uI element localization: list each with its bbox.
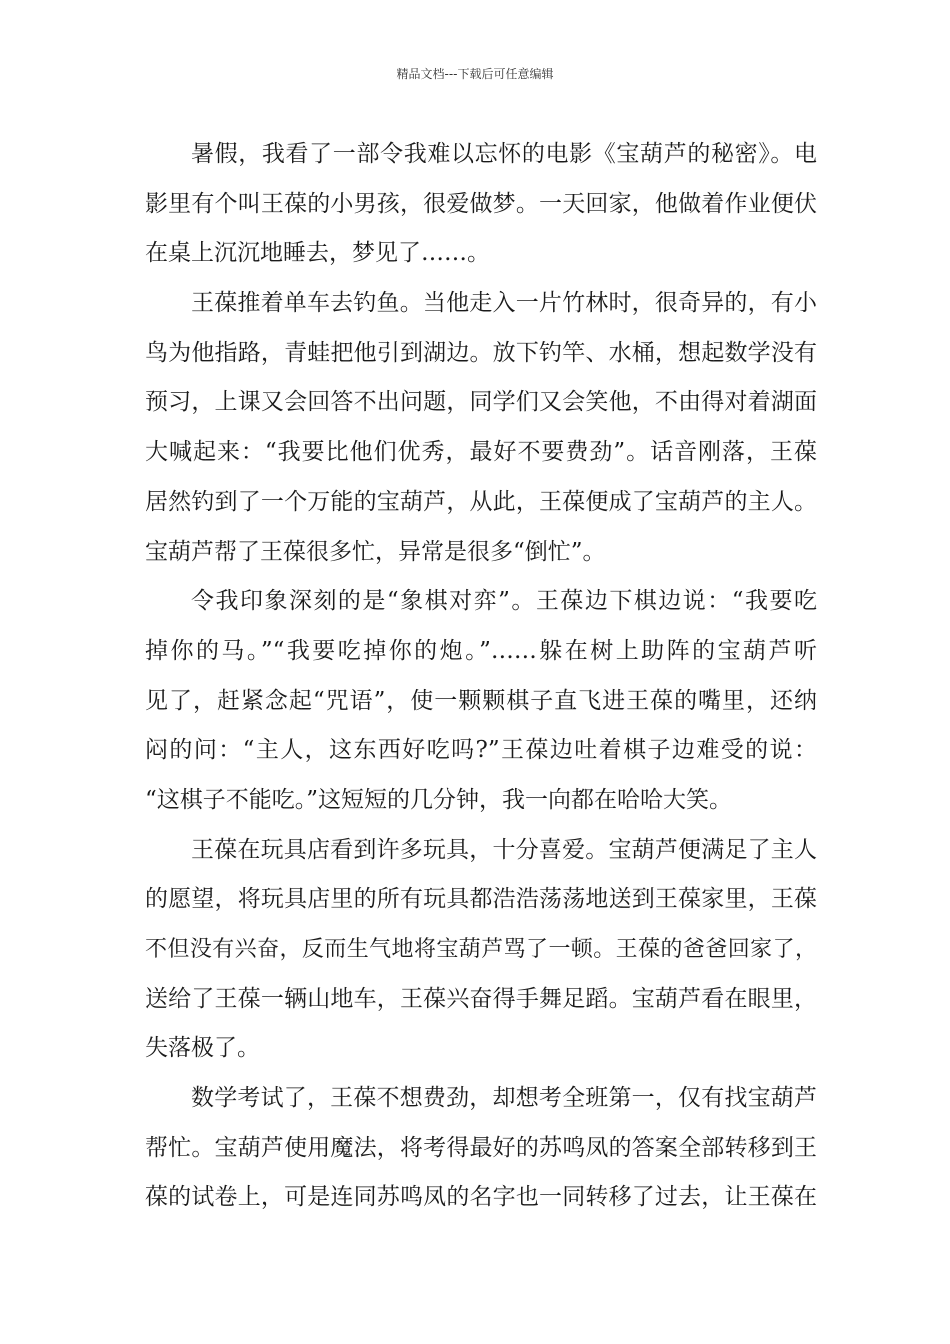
text-line: 在桌上沉沉地睡去，梦见了……。 [145,240,490,267]
text-line: 居然钓到了一个万能的宝葫芦，从此，王葆便成了宝葫芦的主人。 [145,488,817,515]
page-header: 精品文档---下载后可任意编辑 [396,67,554,81]
text-line: 的愿望，将玩具店里的所有玩具都浩浩荡荡地送到王葆家里，王葆 [145,886,817,913]
text-line: 送给了王葆一辆山地车，王葆兴奋得手舞足蹈。宝葫芦看在眼里， [145,985,817,1012]
text-line: 宝葫芦帮了王葆很多忙，异常是很多“倒忙”。 [145,538,606,565]
text-line: 帮忙。宝葫芦使用魔法，将考得最好的苏鸣凤的答案全部转移到王 [145,1134,817,1161]
text-line: 令我印象深刻的是“象棋对弈”。王葆边下棋边说：“我要吃 [191,588,817,615]
text-line: 王葆在玩具店看到许多玩具，十分喜爱。宝葫芦便满足了主人 [191,836,817,863]
text-line: 王葆推着单车去钓鱼。当他走入一片竹林时，很奇异的，有小 [191,290,817,317]
text-line: 闷的问：“主人，这东西好吃吗?”王葆边吐着棋子边难受的说： [145,737,817,764]
text-line: 暑假，我看了一部令我难以忘怀的电影《宝葫芦的秘密》。电 [191,141,817,167]
text-line: “这棋子不能吃。”这短短的几分钟，我一向都在哈哈大笑。 [145,786,733,813]
text-line: 大喊起来：“我要比他们优秀，最好不要费劲”。话音刚落，王葆 [145,439,817,466]
text-line: 葆的试卷上，可是连同苏鸣凤的名字也一同转移了过去，让王葆在 [145,1184,817,1211]
text-line: 影里有个叫王葆的小男孩，很爱做梦。一天回家，他做着作业便伏 [145,190,817,217]
text-line: 不但没有兴奋，反而生气地将宝葫芦骂了一顿。王葆的爸爸回家了， [145,937,817,962]
text-line: 掉你的马。”“我要吃掉你的炮。”……躲在树上助阵的宝葫芦听 [145,637,817,664]
text-line: 预习，上课又会回答不出问题，同学们又会笑他，不由得对着湖面 [145,389,817,416]
text-line: 鸟为他指路，青蛙把他引到湖边。放下钓竿、水桶，想起数学没有 [145,339,817,366]
article-body [145,130,817,1223]
text-line: 数学考试了，王葆不想费劲，却想考全班第一，仅有找宝葫芦 [191,1085,817,1112]
text-line: 失落极了。 [145,1035,260,1062]
text-line: 见了，赶紧念起“咒语”，使一颗颗棋子直飞进王葆的嘴里，还纳 [145,687,817,714]
